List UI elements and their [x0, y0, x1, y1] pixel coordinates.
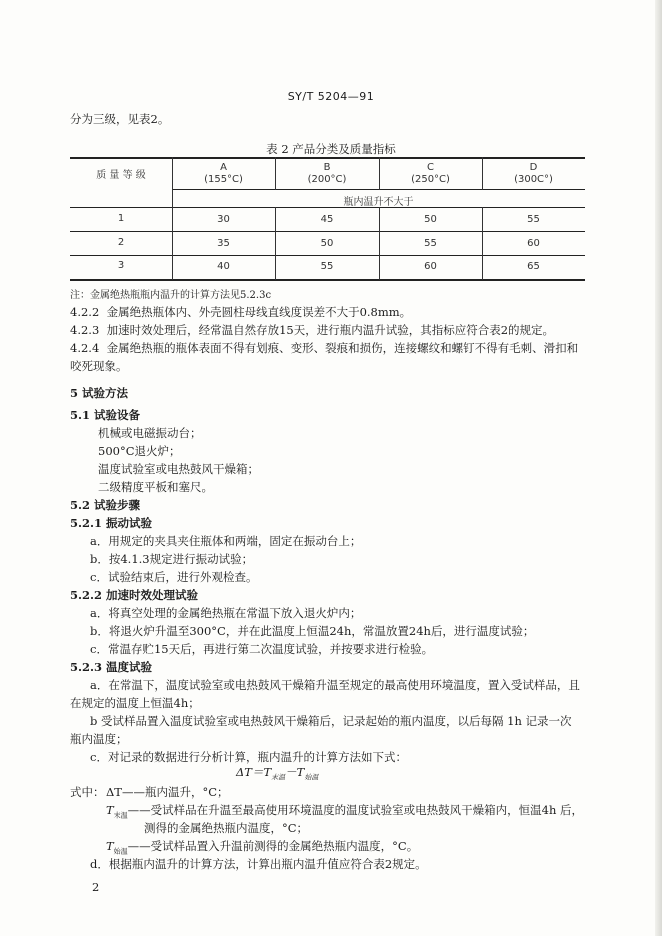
- page-number: 2: [92, 880, 100, 894]
- temperature-step-d: d．根据瓶内温升的计算方法，计算出瓶内温升值应符合表2规定。: [90, 857, 427, 871]
- grade-cell: 1: [117, 213, 125, 224]
- clause-4-2-4-continued: 咬死现象。: [70, 359, 128, 373]
- temperature-step-b-continued: 瓶内温度；: [70, 732, 128, 746]
- aging-step: c．常温存贮15天后，再进行第二次温度试验，并按要求进行检验。: [90, 642, 434, 656]
- col-header-b-letter: B: [323, 162, 331, 173]
- section-5-title: 5 试验方法: [70, 386, 129, 400]
- table-bottom-rule: [70, 279, 585, 281]
- table-caption: 表 2 产品分类及质量指标: [266, 142, 396, 156]
- value-cell: 55: [320, 261, 334, 272]
- section-5-2-1-title: 5.2.1 振动试验: [70, 516, 153, 530]
- value-cell: 40: [217, 261, 230, 272]
- temperature-step-a: a．在常温下，温度试验室或电热鼓风干燥箱升温至规定的最高使用环境温度，置入受试样品，且: [90, 678, 580, 692]
- section-5-2-title: 5.2 试验步骤: [70, 498, 141, 512]
- vibration-step: a．用规定的夹具夹住瓶体和两端，固定在振动台上；: [90, 534, 362, 548]
- clause-text: 金属绝热瓶体内、外壳圆柱母线直线度误差不大于0.8mm。: [106, 305, 412, 319]
- value-cell: 60: [527, 238, 540, 249]
- clause-text: 加速时效处理后，经常温自然存放15天，进行瓶内温升试验，其指标应符合表2的规定。: [106, 323, 555, 337]
- intro-text: 分为三级，见表2。: [70, 112, 170, 126]
- temperature-step-b: b 受试样品置入温度试验室或电热鼓风干燥箱后，记录起始的瓶内温度，以后每隔 1h 记录一次: [90, 714, 572, 728]
- temperature-step-a-continued: 在规定的温度上恒温4h；: [70, 696, 200, 710]
- clause-number: 4.2.2: [70, 305, 100, 319]
- vibration-step: c．试验结束后，进行外观检查。: [90, 570, 258, 584]
- value-cell: 55: [424, 238, 437, 249]
- page-edge-shadow: [655, 0, 662, 936]
- temperature-rise-formula: $\Delta T=T_{末温}-T_{始温}$: [236, 765, 319, 782]
- col-header-a-temp: (155°C): [204, 174, 243, 185]
- value-cell: 35: [217, 238, 230, 249]
- grade-cell: 2: [117, 237, 125, 248]
- equipment-item: 500°C退火炉；: [98, 444, 181, 458]
- clause-text: 金属绝热瓶的瓶体表面不得有划痕、变形、裂痕和损伤，连接螺纹和螺钉不得有毛刺、滑扣和: [106, 341, 579, 355]
- table-top-rule: [70, 157, 585, 159]
- value-cell: 50: [320, 238, 334, 249]
- col-header-c-temp: (250°C): [411, 174, 450, 185]
- vibration-step: b．按4.1.3规定进行振动试验；: [90, 552, 254, 566]
- value-cell: 50: [424, 214, 437, 225]
- value-cell: 65: [527, 261, 540, 272]
- aging-step: b．将退火炉升温至300°C，并在此温度上恒温24h，常温放置24h后，进行温度试验；: [90, 624, 535, 638]
- col-header-d-letter: D: [529, 162, 538, 173]
- col-header-d-temp: (300C°): [514, 174, 553, 185]
- row-header-cell: 质 量 等 级: [96, 170, 146, 181]
- section-5-1-title: 5.1 试验设备: [70, 408, 141, 422]
- value-cell: 30: [217, 214, 230, 225]
- subheader-cell: 瓶内温升不大于: [343, 197, 414, 208]
- temperature-step-c: c．对记录的数据进行分析计算，瓶内温升的计算方法如下式：: [90, 750, 407, 764]
- value-cell: 60: [424, 261, 437, 272]
- equipment-item: 机械或电磁振动台；: [98, 426, 202, 440]
- clause-number: 4.2.3: [70, 323, 100, 337]
- formula-definition-t-start: $T_{始温}——$受试样品置入升温前测得的金属绝热瓶内温度，°C。: [106, 839, 419, 856]
- clause-4-2-3: [70, 322, 554, 338]
- formula-definition-t-end: $T_{末温}——$受试样品在升温至最高使用环境温度的温度试验室或电热鼓风干燥箱内，恒温4h 后，: [106, 803, 584, 820]
- formula-definition-t-end-continued: 测得的金属绝热瓶内温度，°C；: [144, 821, 309, 835]
- row1-rule: [70, 231, 585, 232]
- standard-number-header: SY/T 5204—91: [287, 90, 375, 103]
- aging-step: a．将真空处理的金属绝热瓶在常温下放入退火炉内；: [90, 606, 362, 620]
- section-5-2-3-title: 5.2.3 温度试验: [70, 660, 153, 674]
- grade-cell: 3: [117, 260, 125, 271]
- row2-rule: [70, 255, 585, 256]
- clause-number: 4.2.4: [70, 341, 100, 355]
- clause-4-2-4: [70, 340, 578, 356]
- formula-where-label: 式中：: [70, 785, 105, 799]
- equipment-item: 温度试验室或电热鼓风干燥箱；: [98, 462, 259, 476]
- col-header-b-temp: (200°C): [307, 174, 347, 185]
- col-header-a-letter: A: [220, 162, 227, 173]
- clause-4-2-2: [70, 304, 411, 320]
- formula-definition-delta-t: ΔT——瓶内温升，°C；: [106, 785, 229, 799]
- equipment-item: 二级精度平板和塞尺。: [98, 480, 213, 494]
- table-note: 注：金属绝热瓶瓶内温升的计算方法见5.2.3c: [70, 290, 272, 301]
- section-5-2-2-title: 5.2.2 加速时效处理试验: [70, 588, 199, 602]
- value-cell: 45: [320, 214, 334, 225]
- col-header-c-letter: C: [427, 162, 434, 173]
- value-cell: 55: [527, 214, 540, 225]
